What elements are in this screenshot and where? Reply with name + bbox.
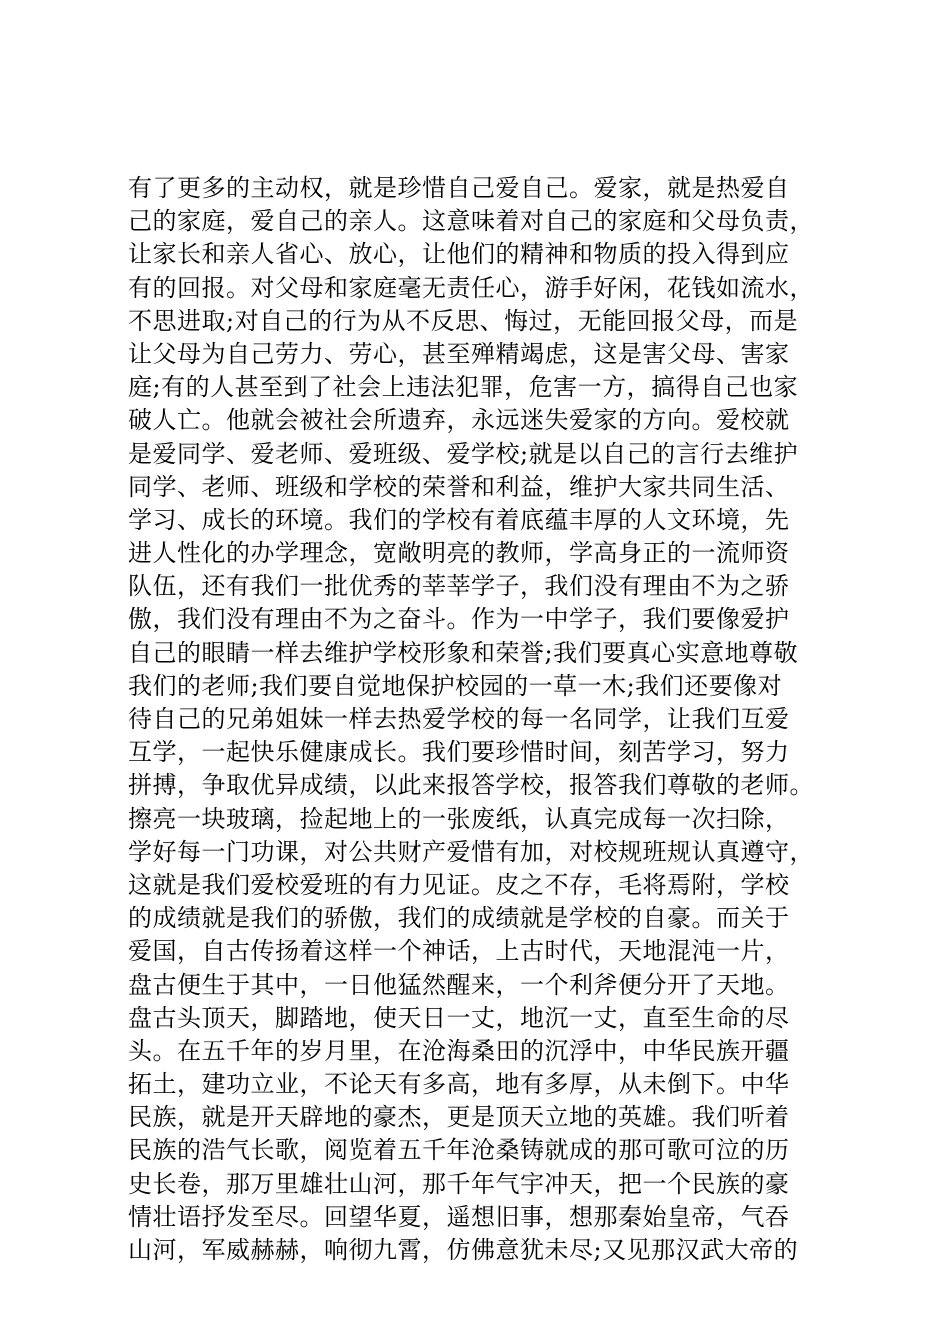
text-line: 民族，就是开天辟地的豪杰，更是顶天立地的英雄。我们听着	[128, 1103, 790, 1132]
text-line: 己的家庭，爱自己的亲人。这意味着对自己的家庭和父母负责，	[128, 207, 814, 236]
text-line: 傲，我们没有理由不为之奋斗。作为一中学子，我们要像爱护	[128, 605, 790, 634]
text-line: 这就是我们爱校爱班的有力见证。皮之不存，毛将焉附，学校	[128, 870, 790, 899]
text-line: 情壮语抒发至尽。回望华夏，遥想旧事，想那秦始皇帝，气吞	[128, 1202, 790, 1231]
text-line: 的成绩就是我们的骄傲，我们的成绩就是学校的自豪。而关于	[128, 904, 790, 933]
text-line: 进人性化的办学理念，宽敞明亮的教师，学高身正的一流师资	[128, 539, 790, 568]
text-line: 擦亮一块玻璃，捡起地上的一张废纸，认真完成每一次扫除，	[128, 804, 790, 833]
text-line: 是爱同学、爱老师、爱班级、爱学校;就是以自己的言行去维护	[128, 439, 799, 468]
text-line: 不思进取;对自己的行为从不反思、悔过，无能回报父母，而是	[128, 306, 799, 335]
text-line: 盘古便生于其中，一日他猛然醒来，一个利斧便分开了天地。	[128, 970, 790, 999]
text-line: 学好每一门功课，对公共财产爱惜有加，对校规班规认真遵守，	[128, 837, 814, 866]
text-line: 队伍，还有我们一批优秀的莘莘学子，我们没有理由不为之骄	[128, 572, 790, 601]
text-line: 学习、成长的环境。我们的学校有着底蕴丰厚的人文环境，先	[128, 505, 790, 534]
body-text	[128, 172, 848, 1267]
text-line: 民族的浩气长歌，阅览着五千年沧桑铸就成的那可歌可泣的历	[128, 1136, 790, 1165]
text-line: 拼搏，争取优异成绩，以此来报答学校，报答我们尊敬的老师。	[128, 771, 814, 800]
text-line: 史长卷，那万里雄壮山河，那千年气宇冲天，把一个民族的豪	[128, 1169, 790, 1198]
text-line: 庭;有的人甚至到了社会上违法犯罪，危害一方，搞得自己也家	[128, 373, 799, 402]
text-line: 山河，军威赫赫，响彻九霄，仿佛意犹未尽;又见那汉武大帝的	[128, 1236, 799, 1264]
text-line: 我们的老师;我们要自觉地保护校园的一草一木;我们还要像对	[128, 671, 783, 700]
text-line: 让父母为自己劳力、劳心，甚至殚精竭虑，这是害父母、害家	[128, 339, 790, 368]
text-line: 互学，一起快乐健康成长。我们要珍惜时间，刻苦学习，努力	[128, 738, 790, 767]
text-line: 让家长和亲人省心、放心，让他们的精神和物质的投入得到应	[128, 240, 790, 269]
text-line: 盘古头顶天，脚踏地，使天日一丈，地沉一丈，直至生命的尽	[128, 1003, 790, 1032]
text-line: 有了更多的主动权，就是珍惜自己爱自己。爱家，就是热爱自	[128, 174, 790, 202]
text-line: 自己的眼睛一样去维护学校形象和荣誉;我们要真心实意地尊敬	[128, 638, 799, 667]
text-line: 头。在五千年的岁月里，在沧海桑田的沉浮中，中华民族开疆	[128, 1036, 790, 1065]
text-line: 爱国，自古传扬着这样一个神话，上古时代，天地混沌一片，	[128, 937, 790, 966]
text-line: 拓土，建功立业，不论天有多高，地有多厚，从未倒下。中华	[128, 1070, 790, 1099]
text-line: 待自己的兄弟姐妹一样去热爱学校的每一名同学，让我们互爱	[128, 705, 790, 733]
text-line: 破人亡。他就会被社会所遗弃，永远迷失爱家的方向。爱校就	[128, 406, 790, 435]
text-line: 同学、老师、班级和学校的荣誉和利益，维护大家共同生活、	[128, 472, 790, 501]
text-line: 有的回报。对父母和家庭毫无责任心，游手好闲，花钱如流水，	[128, 273, 814, 302]
